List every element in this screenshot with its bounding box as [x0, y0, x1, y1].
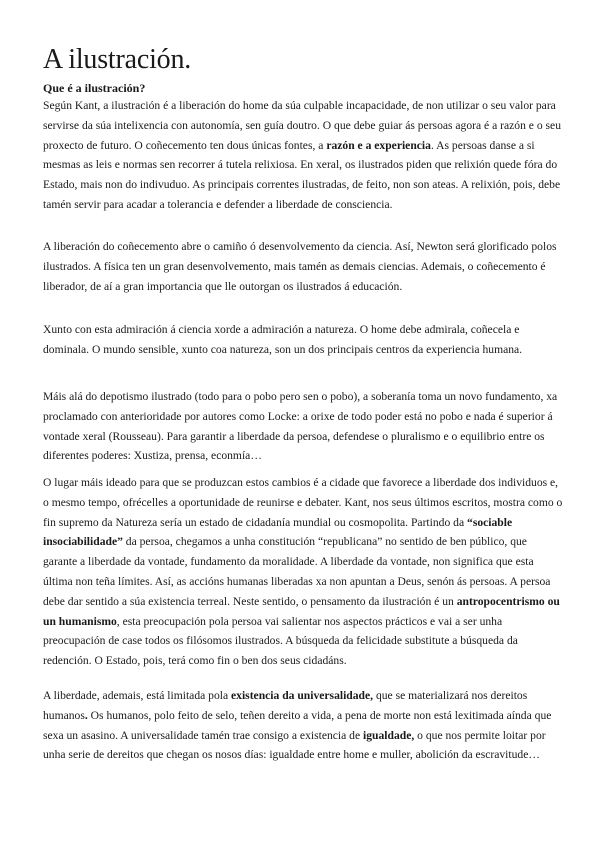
paragraph-text: o que nos permite loitar por unha serie de dereitos que chegan os nosos días: igualdade entre home e muller, abolición da escravitude… — [43, 728, 546, 762]
paragraph-text: Os humanos, polo feito de selo, teñen dereito a vida, a pena de morte non está lexitimada aínda que sexa un asasino. A universalidade tamén trae consigo a existencia de — [43, 708, 552, 742]
paragraph-text: A liberdade, ademais, está limitada pola — [43, 689, 232, 702]
bold-term: igualdade, — [363, 728, 415, 742]
section-heading: Que é a ilustración? — [43, 81, 146, 95]
paragraph-5 — [43, 473, 563, 671]
bold-term: . — [84, 708, 88, 722]
paragraph-text: O lugar máis ideado para que se produzcan estos cambios é a cidade que favorece a liberdade dos individuos e, o mesmo tempo, ofrécelles a oportunidade de reunirse e debater. Kant, nos seus últimos escritos, mostra como o fin supremo da Natureza sería un estado de cidadanía mundial ou cosmopolita. Partindo da — [43, 476, 563, 529]
paragraph-text: da persoa, chegamos a unha constitución “republicana” no sentido de ben público, que garante a liberdade da vontade, fundamento da moralidade. A liberdade da vontade, non significa que esta última non teña límites. Así, as accións humanas liberadas xa non apuntan a Deus, senón ás persoas. A persoa debe dar sentido a súa existencia terreal. Neste sentido, o pensamento da ilustración é un — [43, 535, 551, 608]
paragraph-6 — [43, 686, 563, 765]
paragraph-2: A liberación do coñecemento abre o camiño ó desenvolvemento da ciencia. Así, Newton será glorificado polos ilustrados. A física ten un gran desenvolvemento, mais tamén as demais ciencias. Ademais, o coñecemento é liberador, de aí a gran importancia que lle outorgan os ilustrados á educación. — [43, 240, 557, 293]
paragraph-text: . As persoas danse a si mesmas as leis e normas sen recorrer á tutela relixiosa. En xeral, os ilustrados piden que relixión quede fóra do Estado, mais non do indivuduo. As principais correntes ilustradas, de feito, non son ateas. A relixión, pois, debe tamén servir para acadar a tolerancia e defender a liberdade de consciencia. — [43, 138, 561, 211]
paragraph-text: que se materializará nos dereitos humanos — [43, 689, 528, 722]
paragraph-3: Xunto con esta admiración á ciencia xorde a admiración a natureza. O home debe admirala, coñecela e dominala. O mundo sensible, xunto coa natureza, son un dos principais centros da experiencia humana. — [43, 323, 523, 356]
paragraph-text: Según Kant, a ilustración é a liberación do home da súa culpable incapacidade, de non utilizar o seu valor para servirse da súa intelixencia con autonomía, sen guía doutro. O que debe guiar ás persoas agora é a razón e o seu proxecto de futuro. O coñecemento ten dous únicas fontes, a — [43, 99, 561, 152]
bold-term: “sociable insociabilidade” — [43, 515, 513, 549]
page-title: A ilustración. — [43, 44, 192, 75]
bold-term: razón e a experiencia — [326, 138, 431, 152]
paragraph-1 — [43, 96, 563, 215]
bold-term: existencia da universalidade, — [231, 689, 374, 702]
bold-term: antropocentrismo ou un humanismo — [43, 594, 560, 628]
paragraph-text: , esta preocupación pola persoa vai salientar nos aspectos prácticos e vai a ser unha preocupación de case todos os filósomos ilustrados. A búsqueda da felicidade substitute a búsqueda da redención. O Estado, pois, terá como fin o ben dos seus cidadáns. — [43, 614, 518, 668]
paragraph-4: Máis alá do depotismo ilustrado (todo para o pobo pero sen o pobo), a soberanía toma un novo fundamento, xa proclamado con anterioridade por autores como Locke: a orixe de todo poder está no pobo e nada é superior á vontade xeral (Rousseau). Para garantir a liberdade da persoa, defendese o pluralismo e o equilibrio entre os diferentes poderes: Xustiza, prensa, econmía… — [43, 390, 558, 463]
